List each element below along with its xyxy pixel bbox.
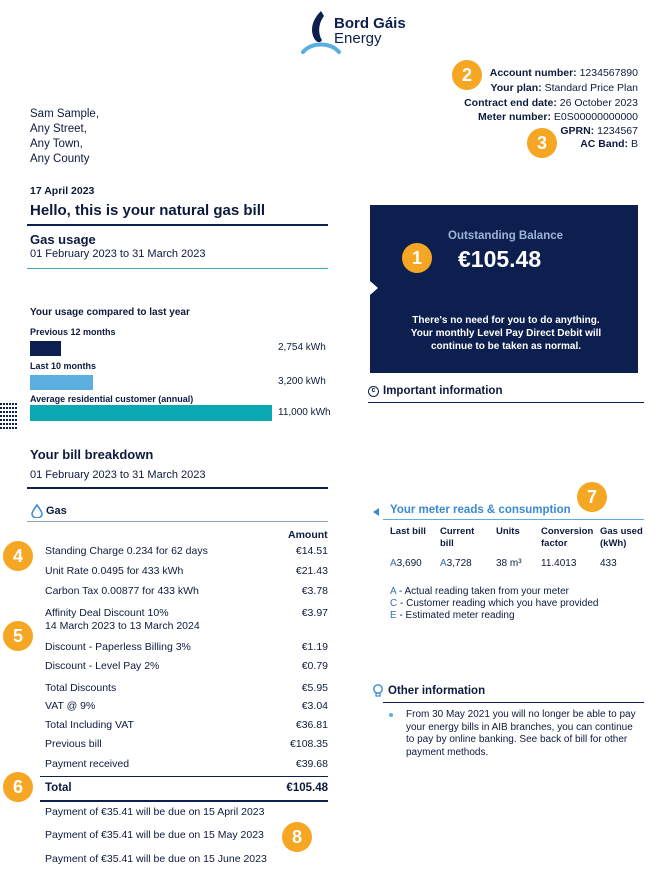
row-label: Affinity Deal Discount 10% [45,607,169,619]
callout-badge-2: 2 [452,60,482,90]
address-line: Any County [30,153,90,165]
bar-average-customer [30,405,272,421]
other-info-divider [383,702,644,703]
outstanding-balance-box [370,205,638,373]
total-underline [40,800,328,802]
breakdown-row: Total Including VAT €36.81 [45,719,328,731]
meter-current-read: A3,728 [440,558,472,569]
breakdown-period: 01 February 2023 to 31 March 2023 [30,469,206,481]
balance-message: There's no need for you to do anything. Your monthly Level Pay Direct Debit will continue to be taken as normal. [410,315,602,352]
balance-box-notch [370,281,378,295]
meter-units: 38 m³ [496,558,522,569]
meter-header: Current bill [440,526,475,549]
balance-amount: €105.48 [458,246,542,272]
payment-schedule-item: Payment of €35.41 will be due on 15 May 2023 [45,829,264,841]
meter-conversion-factor: 11.4013 [541,558,577,569]
meter-legend-item: A - Actual reading taken from your meter [390,586,569,597]
breakdown-row: Affinity Deal Discount 10% 14 March 2023 to 13 March 2024 €3.97 [45,607,328,632]
meter-header: Conversion factor [541,526,594,549]
bar-last-10-months [30,375,93,390]
bill-greeting: Hello, this is your natural gas bill [30,202,266,219]
breakdown-row: Payment received €39.68 [45,758,328,770]
meter-header: Last bill [390,526,426,537]
payment-schedule-item: Payment of €35.41 will be due on 15 April 2023 [45,806,265,818]
important-info-title: Important information [383,385,503,397]
other-info-title: Other information [388,685,486,697]
breakdown-row: Total Discounts €5.95 [45,682,328,694]
address-line: Any Town, [30,138,83,150]
breakdown-row: Unit Rate 0.0495 for 433 kWh €21.43 [45,565,328,577]
breakdown-row: Carbon Tax 0.00877 for 433 kWh €3.78 [45,585,328,597]
bullet-dot [389,713,393,717]
important-info-divider [368,402,644,403]
payment-schedule-item: Payment of €35.41 will be due on 15 June 2023 [45,853,267,865]
gas-section-title: Gas [46,505,67,517]
customer-address [30,107,99,167]
gprn-line: GPRN: 1234567 [560,125,638,137]
bar-label-previous: Previous 12 months [30,327,116,337]
callout-badge-3: 3 [527,128,557,158]
meter-last-read: A3,690 [390,558,422,569]
copyright-icon: c [368,386,379,397]
callout-badge-4: 4 [3,541,33,571]
callout-badge-8: 8 [282,822,312,852]
balance-title: Outstanding Balance [448,230,564,242]
breakdown-row: Discount - Paperless Billing 3% €1.19 [45,641,328,653]
breakdown-title: Your bill breakdown [30,447,154,462]
row-label-sub: 14 March 2023 to 13 March 2024 [45,619,200,632]
breakdown-row: VAT @ 9% €3.04 [45,700,328,712]
bar-value-average: 11,000 kWh [278,407,331,418]
brand-line2: Energy [334,30,382,47]
plan-line: Your plan: Standard Price Plan [490,82,638,94]
breakdown-row: Previous bill €108.35 [45,738,328,750]
gas-usage-period: 01 February 2023 to 31 March 2023 [30,248,206,260]
ac-band-line: AC Band: B [580,138,638,150]
meter-header: Gas used (kWh) [600,526,643,549]
callout-badge-5: 5 [3,621,33,651]
meter-header: Units [496,526,520,537]
barcode-mark [0,401,18,429]
amount-header: Amount [288,529,328,541]
usage-compare-title: Your usage compared to last year [30,307,190,318]
greeting-divider [27,224,328,226]
account-number-line: Account number: 1234567890 [489,67,638,79]
callout-badge-1: 1 [402,243,432,273]
gas-section-divider [27,521,328,522]
other-info-bullet: From 30 May 2021 you will no longer be able to pay your energy bills in AIB branches, you can continue to pay by online banking. See back of bill for other payment methods. [406,709,636,758]
address-line: Any Street, [30,123,87,135]
meter-gas-used: 433 [600,558,617,569]
bar-value-previous: 2,754 kWh [278,342,326,353]
bar-label-last-10: Last 10 months [30,361,97,371]
brand-line1: Bord Gáis [334,15,406,32]
breakdown-divider [27,487,328,489]
total-row: Total €105.48 [45,782,328,794]
gas-usage-divider [27,268,328,269]
callout-badge-6: 6 [3,772,33,802]
total-divider [40,776,328,777]
bar-label-average: Average residential customer (annual) [30,394,194,404]
bar-previous-12-months [30,341,61,356]
meter-number-line: Meter number: E0S00000000000 [478,111,638,123]
meter-reads-divider [383,519,644,520]
lightbulb-icon [372,684,384,698]
brand-logo [300,8,410,56]
address-line: Sam Sample, [30,108,100,120]
meter-legend-item: C - Customer reading which you have provided [390,598,599,609]
breakdown-row: Discount - Level Pay 2% €0.79 [45,660,328,672]
meter-legend-item: E - Estimated meter reading [390,610,515,621]
meter-reads-arrow-icon [373,508,379,516]
bill-date: 17 April 2023 [30,185,95,197]
bar-value-last-10: 3,200 kWh [278,376,326,387]
gas-usage-title: Gas usage [30,232,96,247]
callout-badge-7: 7 [577,482,607,512]
breakdown-row: Standing Charge 0.234 for 62 days €14.51 [45,545,328,557]
meter-reads-title: Your meter reads & consumption [390,504,571,516]
gas-drop-icon [31,504,43,518]
contract-end-line: Contract end date: 26 October 2023 [464,97,638,109]
